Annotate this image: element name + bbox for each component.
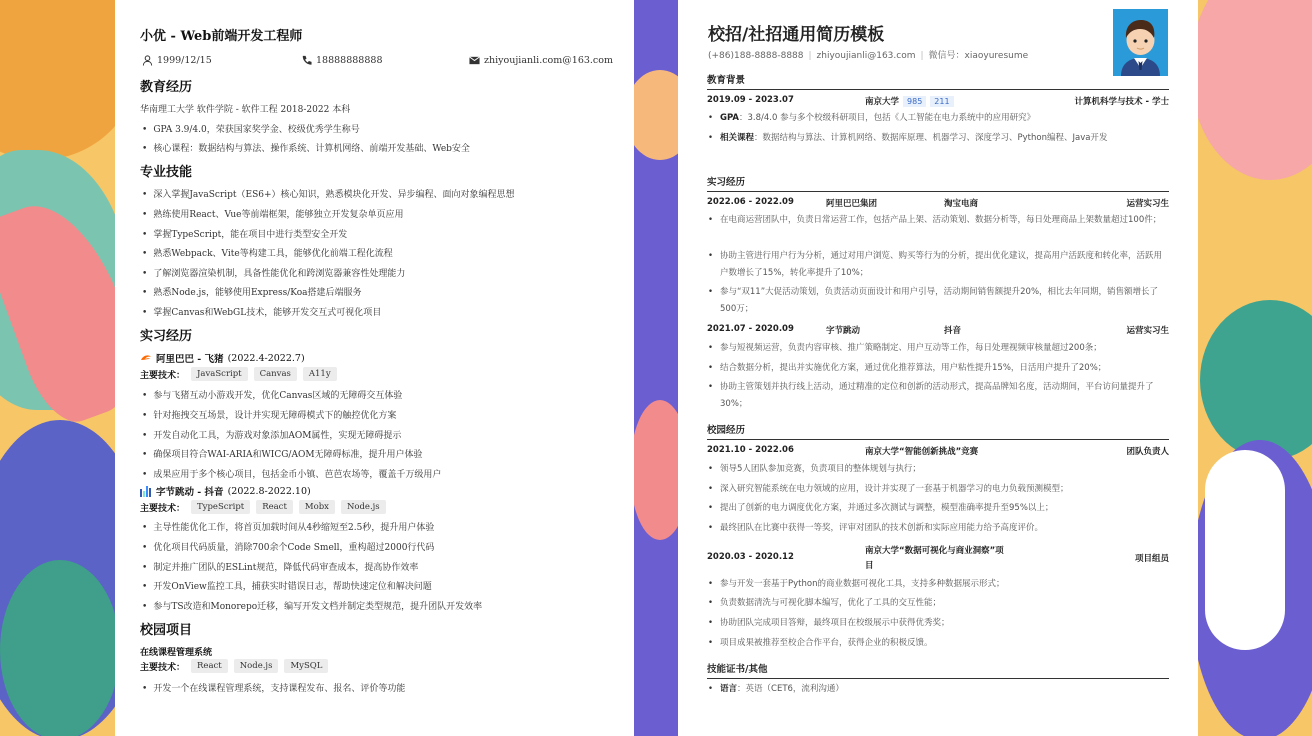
list-item: • 参与开发一套基于Python的商业数据可视化工具，支持多种数据展示形式； (720, 576, 1165, 593)
tag: Mobx (299, 500, 335, 514)
job-row: 2022.06 - 2022.09 阿里巴巴集团 淘宝电商 运营实习生 (707, 197, 1169, 209)
list-item: • GPA 3.9/4.0，荣获国家奖学金、校级优秀学生称号 (142, 122, 360, 135)
list-item: • 掌握Canvas和WebGL技术，能够开发交互式可视化项目 (142, 305, 381, 318)
section-certs: 技能证书/其他 (707, 661, 1169, 679)
list-item: • 参与TS改造和Monorepo迁移，编写开发文档并制定类型规范，提升团队开发效率 (142, 599, 482, 612)
campus-row: 2020.03 - 2020.12 南京大学“数据可视化与商业洞察”项目 项目组员 (707, 546, 1169, 571)
tag: TypeScript (191, 500, 250, 514)
list-item: • 领导5人团队参加竞赛，负责项目的整体规划与执行； (720, 461, 1165, 478)
list-item: • 协助主管进行用户行为分析，通过对用户浏览、购买等行为的分析，提出优化建议，提高用户活跃度和转化率，活跃用户数增长了15%，转化率提升了10%； (720, 248, 1165, 282)
tech-tags: 主要技术： TypeScript React Mobx Node.js (140, 500, 386, 514)
section-projects: 校园项目 (140, 623, 193, 638)
tag: Node.js (341, 500, 386, 514)
mail-icon (469, 55, 480, 66)
list-item: • 参与飞猪互动小游戏开发，优化Canvas区域的无障碍交互体验 (142, 388, 402, 401)
section-education: 教育背景 (707, 72, 1169, 90)
tag: Canvas (254, 367, 297, 381)
job-heading: 阿里巴巴 - 飞猪 (2022.4-2022.7) (140, 351, 305, 365)
tag: Node.js (234, 659, 279, 673)
section-internship: 实习经历 (140, 329, 193, 344)
email: zhiyoujianli.com@163.com (469, 55, 613, 66)
badge: 211 (930, 96, 953, 107)
list-item: • 开发自动化工具，为游戏对象添加AOM属性，实现无障碍提示 (142, 428, 401, 441)
list-item: • 了解浏览器渲染机制，具备性能优化和跨浏览器兼容性处理能力 (142, 266, 405, 279)
project-name: 在线课程管理系统 (140, 648, 213, 658)
list-item: • 制定并推广团队的ESLint规范，降低代码审查成本，提高协作效率 (142, 560, 418, 573)
list-item: • 确保项目符合WAI-ARIA和WICG/AOM无障碍标准，提升用户体验 (142, 447, 423, 460)
campus-row: 2021.10 - 2022.06 南京大学“智能创新挑战”竞赛 团队负责人 (707, 445, 1169, 457)
list-item: • 参与短视频运营，负责内容审核、推广策略制定、用户互动等工作，每日处理视频审核量超过200条； (720, 340, 1165, 357)
resume-name: 小优 - Web前端开发工程师 (140, 29, 303, 44)
list-item: • 协助团队完成项目答辩，最终项目在校级展示中获得优秀奖； (720, 615, 1165, 632)
tag: React (256, 500, 293, 514)
section-internship: 实习经历 (707, 174, 1169, 192)
tag: A11y (303, 367, 337, 381)
list-item: • 成果应用于多个核心项目，包括金币小镇、芭芭农场等，覆盖千万级用户 (142, 467, 441, 480)
list-item: • GPA：3.8/4.0 参与多个校级科研项目，包括《人工智能在电力系统中的应用研究》 (720, 110, 1165, 127)
list-item: • 深入掌握JavaScript（ES6+）核心知识，熟悉模块化开发、异步编程、面向对象编程思想 (142, 187, 515, 200)
education-row: 2019.09 - 2023.07 南京大学 985 211 计算机科学与技术 - 学士 (707, 95, 1169, 107)
list-item: • 针对拖拽交互场景，设计并实现无障碍模式下的触控优化方案 (142, 408, 396, 421)
list-item: • 协助主管策划并执行线上活动，通过精准的定位和创新的活动形式，提高品牌知名度，活动期间，平台访问量提升了30%； (720, 379, 1165, 413)
resume-title: 校招/社招通用简历模板 (708, 25, 885, 45)
list-item: • 相关课程：数据结构与算法、计算机网络、数据库原理、机器学习、深度学习、Python编程、Java开发 (720, 130, 1165, 147)
list-item: • 熟悉Node.js，能够使用Express/Koa搭建后端服务 (142, 285, 362, 298)
section-campus: 校园经历 (707, 422, 1169, 440)
person-icon (142, 55, 153, 66)
phone-icon (301, 55, 312, 66)
badge: 985 (903, 96, 926, 107)
section-skills: 专业技能 (140, 165, 193, 180)
list-item: • 在电商运营团队中，负责日常运营工作，包括产品上架、活动策划、数据分析等，每日处理商品上架数量超过100件； (720, 212, 1165, 229)
tag: React (191, 659, 228, 673)
tag: JavaScript (191, 367, 248, 381)
resume-right (678, 0, 1198, 736)
list-item: • 掌握TypeScript，能在项目中进行类型安全开发 (142, 227, 347, 240)
job-row: 2021.07 - 2020.09 字节跳动 抖音 运营实习生 (707, 324, 1169, 336)
list-item: • 语言：英语（CET6，流利沟通） (720, 681, 1165, 698)
birthday: 1999/12/15 (142, 55, 212, 66)
tag: MySQL (284, 659, 328, 673)
list-item: • 熟练使用React、Vue等前端框架，能够独立开发复杂单页应用 (142, 207, 404, 220)
section-education: 教育经历 (140, 80, 193, 95)
list-item: • 结合数据分析，提出并实施优化方案，通过优化推荐算法，用户粘性提升15%，日活用户提升了20%； (720, 360, 1165, 377)
job-heading: 字节跳动 - 抖音 (2022.8-2022.10) (140, 484, 311, 498)
list-item: • 深入研究智能系统在电力领域的应用，设计并实现了一套基于机器学习的电力负载预测模型； (720, 481, 1165, 498)
bytedance-logo-icon (140, 486, 152, 497)
list-item: • 开发OnView监控工具，捕获实时错误日志，帮助快速定位和解决问题 (142, 579, 432, 592)
list-item: • 开发一个在线课程管理系统，支持课程发布、报名、评价等功能 (142, 681, 405, 694)
list-item: • 最终团队在比赛中获得一等奖，评审对团队的技术创新和实际应用能力给予高度评价。 (720, 520, 1165, 537)
list-item: • 负责数据清洗与可视化脚本编写，优化了工具的交互性能； (720, 595, 1165, 612)
list-item: • 优化项目代码质量，消除700余个Code Smell，重构超过2000行代码 (142, 540, 434, 553)
alibaba-logo-icon (140, 353, 152, 363)
contact-line: (+86)188-8888-8888 | zhiyoujianli@163.com | 微信号：xiaoyuresume (708, 51, 1029, 61)
list-item: • 主导性能优化工作，将首页加载时间从4秒缩短至2.5秒，提升用户体验 (142, 520, 434, 533)
phone: 18888888888 (301, 55, 383, 66)
education-line: 华南理工大学 软件学院 - 软件工程 2018-2022 本科 (140, 105, 351, 115)
list-item: • 熟悉Webpack、Vite等构建工具，能够优化前端工程化流程 (142, 246, 393, 259)
list-item: • 核心课程：数据结构与算法、操作系统、计算机网络、前端开发基础、Web安全 (142, 141, 470, 154)
list-item: • 参与“双11”大促活动策划，负责活动页面设计和用户引导，活动期间销售额提升20%，相比去年同期，销售额增长了500万； (720, 284, 1165, 318)
tech-tags: 主要技术： React Node.js MySQL (140, 659, 328, 673)
resume-left (115, 0, 634, 736)
list-item: • 项目成果被推荐至校企合作平台，获得企业的积极反馈。 (720, 635, 1165, 652)
tech-tags: 主要技术： JavaScript Canvas A11y (140, 367, 337, 381)
avatar (1113, 9, 1168, 76)
list-item: • 提出了创新的电力调度优化方案，并通过多次测试与调整，模型准确率提升至95%以上； (720, 500, 1165, 517)
